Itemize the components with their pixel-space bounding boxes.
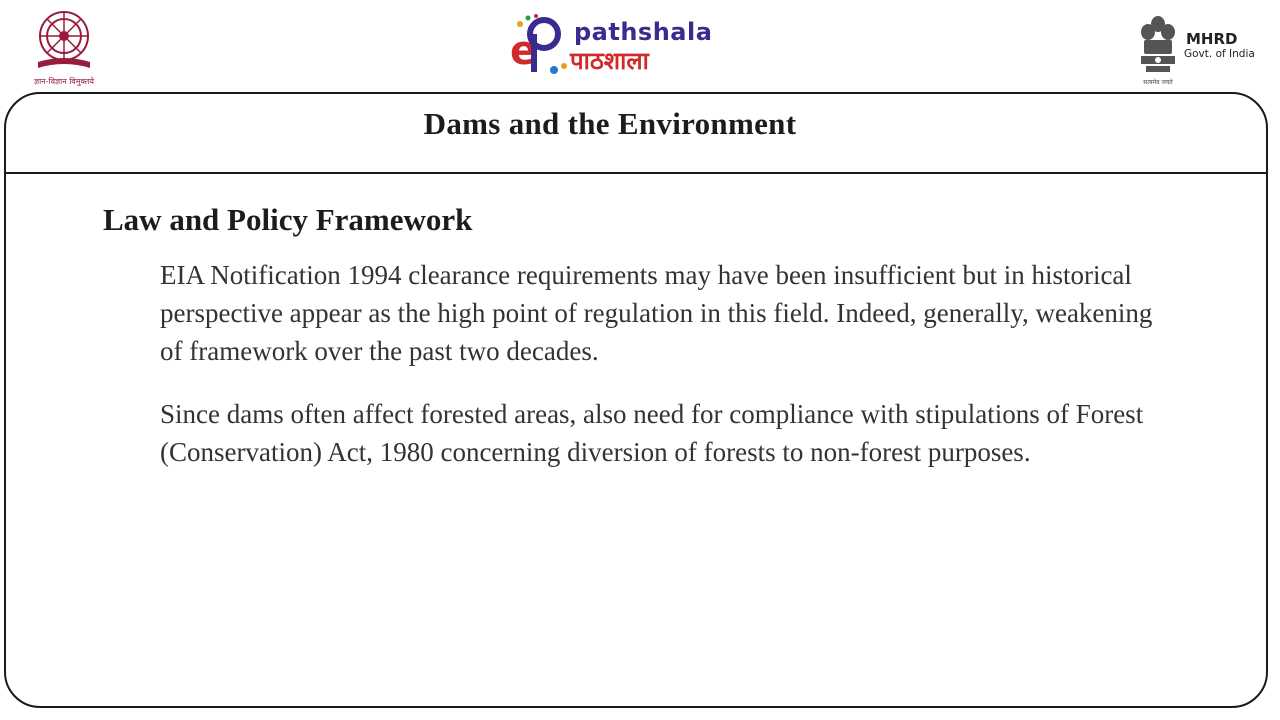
ugc-emblem-icon xyxy=(24,6,104,76)
epathshala-name-hi: पाठशाला xyxy=(570,47,649,75)
section-heading: Law and Policy Framework xyxy=(103,202,473,237)
ugc-motto: ज्ञान-विज्ञान विमुक्तये xyxy=(33,77,95,86)
paragraph: Since dams often affect forested areas, also need for compliance with stipulations of Forest (Conservation) Act, 1980 concerning diversion of forests to non-forest purposes. xyxy=(160,399,1144,467)
svg-text:e: e xyxy=(510,28,538,74)
epathshala-name-en: pathshala xyxy=(574,18,713,46)
mhrd-logo xyxy=(1138,14,1258,88)
mhrd-title: MHRD xyxy=(1186,30,1238,48)
mhrd-subtitle: Govt. of India xyxy=(1184,48,1255,60)
epathshala-logo xyxy=(508,12,713,78)
ugc-logo xyxy=(24,6,104,90)
slide-title: Dams and the Environment xyxy=(423,106,797,141)
paragraph: EIA Notification 1994 clearance requirements may have been insufficient but in historical perspective appear as the high point of regulation in this field. Indeed, generally, weakening of framework over the past two decades. xyxy=(160,260,1153,366)
emblem-motto: सत्यमेव जयते xyxy=(1143,79,1173,86)
title-divider xyxy=(4,172,1268,174)
epathshala-logo-icon xyxy=(508,12,574,78)
national-emblem-icon xyxy=(1138,14,1178,78)
